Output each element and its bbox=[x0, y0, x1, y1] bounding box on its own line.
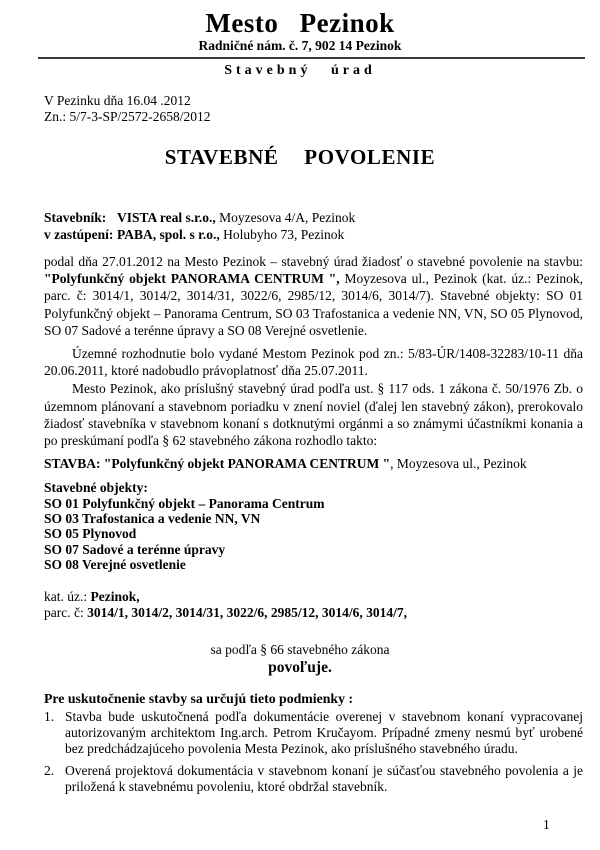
representative-value bbox=[117, 226, 344, 243]
representative-address: Holubyho 73, Pezinok bbox=[219, 227, 345, 242]
decision-block bbox=[0, 641, 600, 677]
representative-label: v zastúpení: bbox=[44, 227, 114, 242]
stavba-line bbox=[44, 455, 583, 472]
decision-verdict: povoľuje. bbox=[268, 658, 332, 676]
conditions-block bbox=[44, 691, 583, 796]
condition-number: 2. bbox=[44, 762, 55, 778]
paragraph-zoning-decision: Územné rozhodnutie bolo vydané Mestom Pezinok pod zn.: 5/83-ÚR/1408-32283/10-11 dňa 20.06.2011, ktoré nadobudlo právoplatnosť dňa 25.07.2011. bbox=[44, 346, 583, 379]
builder-name: VISTA real s.r.o., bbox=[117, 210, 216, 225]
paragraph-authority: Mesto Pezinok, ako príslušný stavebný úrad podľa ust. § 117 ods. 1 zákona č. 50/1976 Zb. o územnom plánovaní a stavebnom poriadku v znení noviel (ďalej len stavebný zákon), prerokovalo žiadosť stavebníka v stavebnom konaní s dotknutými orgánmi a so známymi účastníkmi konania a po preskúmaní podľa § 62 stavebného zákona rozhodlo takto: bbox=[44, 381, 583, 449]
representative-row bbox=[44, 226, 583, 243]
paragraph-application bbox=[44, 253, 583, 339]
letterhead bbox=[0, 8, 600, 79]
reference-line: Zn.: 5/7-3-SP/2572-2658/2012 bbox=[44, 108, 211, 124]
conditions-heading: Pre uskutočnenie stavby sa určujú tieto podmienky : bbox=[44, 690, 354, 706]
department-line: Stavebný úrad bbox=[224, 63, 376, 78]
page-number: 1 bbox=[543, 817, 550, 832]
condition-text: Stavba bude uskutočnená podľa dokumentácie overenej v stavebnom konaní vypracovanej autorizovaným architektom Ing.arch. Petrom Kručayom. Prípadné zmeny nesmú byť urobené bez predchádzajúceho povolenia Mesta Pezinok, ako príslušného stavebného úradu. bbox=[65, 708, 583, 757]
stavba-rest: , Moyzesova ul., Pezinok bbox=[390, 456, 527, 472]
condition-text: Overená projektová dokumentácia v stavebnom konaní je súčasťou stavebného povolenia a je priložená k stavebnému povoleniu, ktoré obdržal stavebník. bbox=[65, 762, 583, 795]
object-item: SO 01 Polyfunkčný objekt – Panorama Centrum bbox=[44, 495, 325, 511]
header-rule bbox=[38, 57, 585, 59]
cadastre-kat-line bbox=[44, 589, 583, 605]
address-line: Radničné nám. č. 7, 902 14 Pezinok bbox=[198, 38, 402, 53]
city-title: Mesto Pezinok bbox=[205, 8, 395, 38]
object-item: SO 03 Trafostanica a vedenie NN, VN bbox=[44, 511, 261, 527]
paragraph-application-end: Moyzesova ul., Pezinok (kat. úz.: Pezinok, parc. č: 3014/1, 3014/2, 3014/31, 3022/6, 2985/12, 3014/6, 3014/7). Stavebné objekty: SO 01 Polyfunkčný objekt – Panorama Centrum, SO 03 Trafostanica a vedenie NN, VN, SO 05 Plynovod, SO 07 Sadové a terénne úpravy a SO 08 Verejné osvetlenie. bbox=[44, 271, 583, 338]
cadastre-kat-label: kat. úz.: bbox=[44, 588, 91, 604]
parties-block bbox=[44, 209, 583, 243]
condition-item bbox=[44, 763, 583, 796]
stavba-bold: STAVBA: "Polyfunkčný objekt PANORAMA CENTRUM " bbox=[44, 456, 391, 472]
builder-value bbox=[117, 209, 355, 226]
builder-address: Moyzesova 4/A, Pezinok bbox=[215, 210, 356, 225]
cadastre-kat-value: Pezinok, bbox=[90, 588, 140, 604]
objects-heading: Stavebné objekty: bbox=[44, 480, 148, 496]
representative-name: PABA, spol. s r.o., bbox=[117, 227, 220, 242]
cadastre-parc-line bbox=[44, 605, 583, 621]
builder-label: Stavebník: bbox=[44, 210, 107, 225]
document-title: STAVEBNÉ POVOLENIE bbox=[164, 145, 436, 169]
paragraph-application-project-name: "Polyfunkčný objekt PANORAMA CENTRUM ", bbox=[44, 271, 340, 287]
object-item: SO 07 Sadové a terénne úpravy bbox=[44, 541, 226, 557]
object-item: SO 08 Verejné osvetlenie bbox=[44, 557, 186, 573]
cadastre-parc-label: parc. č: bbox=[44, 604, 88, 620]
cadastre-block bbox=[44, 589, 583, 621]
date-line: V Pezinku dňa 16.04 .2012 bbox=[44, 93, 191, 108]
builder-row bbox=[44, 209, 583, 226]
building-objects-block bbox=[44, 480, 583, 572]
paragraph-application-start: podal dňa 27.01.2012 na Mesto Pezinok – stavebný úrad žiadosť o stavebné povolenie na stavbu: bbox=[44, 254, 583, 269]
document-meta bbox=[44, 93, 583, 124]
cadastre-parc-value: 3014/1, 3014/2, 3014/31, 3022/6, 2985/12, 3014/6, 3014/7, bbox=[87, 604, 407, 620]
condition-number: 1. bbox=[44, 708, 55, 724]
object-item: SO 05 Plynovod bbox=[44, 526, 137, 542]
decision-intro: sa podľa § 66 stavebného zákona bbox=[210, 641, 390, 657]
condition-item bbox=[44, 709, 583, 758]
